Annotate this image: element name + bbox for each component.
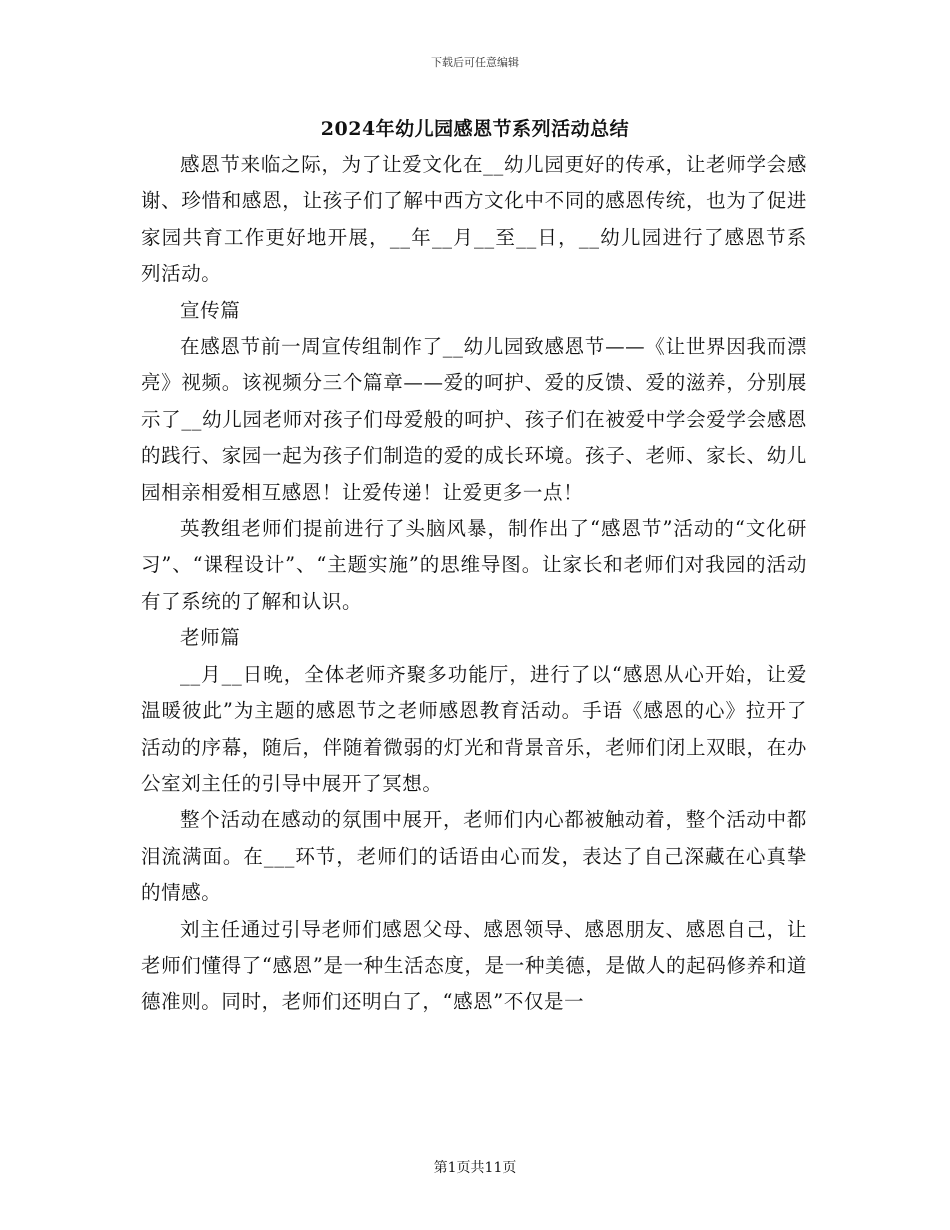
teachers-paragraph-guidance: 刘主任通过引导老师们感恩父母、感恩领导、感恩朋友、感恩自己，让老师们懂得了“感恩”是一种生活态度，是一种美德，是做人的起码修养和道德准则。同时，老师们还明白了，“感恩”不仅是一 [141,917,807,1014]
publicity-paragraph-video: 在感恩节前一周宣传组制作了__幼儿园致感恩节——《让世界因我而漂亮》视频。该视频分三个篇章——爱的呵护、爱的反馈、爱的滋养，分别展示了__幼儿园老师对孩子们母爱般的呵护、孩子们在被爱中学会爱学会感恩的践行、家园一起为孩子们制造的爱的成长环境。孩子、老师、家长、幼儿园相亲相爱相互感恩！让爱传递！让爱更多一点！ [141,335,807,504]
section-heading-publicity: 宣传篇 [180,298,241,322]
section-heading-teachers: 老师篇 [180,626,241,650]
intro-paragraph: 感恩节来临之际，为了让爱文化在__幼儿园更好的传承，让老师学会感谢、珍惜和感恩，让孩子们了解中西方文化中不同的感恩传统，也为了促进家园共育工作更好地开展，__年__月__至__日，__幼儿园进行了感恩节系列活动。 [141,153,807,286]
teachers-paragraph-event: __月__日晚，全体老师齐聚多功能厅，进行了以“感恩从心开始，让爱温暖彼此”为主题的感恩节之老师感恩教育活动。手语《感恩的心》拉开了活动的序幕，随后，伴随着微弱的灯光和背景音乐，老师们闭上双眼，在办公室刘主任的引导中展开了冥想。 [141,662,807,795]
page-number-footer: 第1页共11页 [433,1160,517,1176]
page-header-note: 下载后可任意编辑 [431,56,519,69]
teachers-paragraph-atmosphere: 整个活动在感动的氛围中展开，老师们内心都被触动着，整个活动中都泪流满面。在___环节，老师们的话语由心而发，表达了自己深藏在心真挚的情感。 [141,808,807,905]
document-body [141,147,807,1021]
document-title: 2024年幼儿园感恩节系列活动总结 [320,118,630,140]
publicity-paragraph-mindmap: 英教组老师们提前进行了头脑风暴，制作出了“感恩节”活动的“文化研习”、“课程设计”、“主题实施”的思维导图。让家长和老师们对我园的活动有了系统的了解和认识。 [141,517,807,613]
